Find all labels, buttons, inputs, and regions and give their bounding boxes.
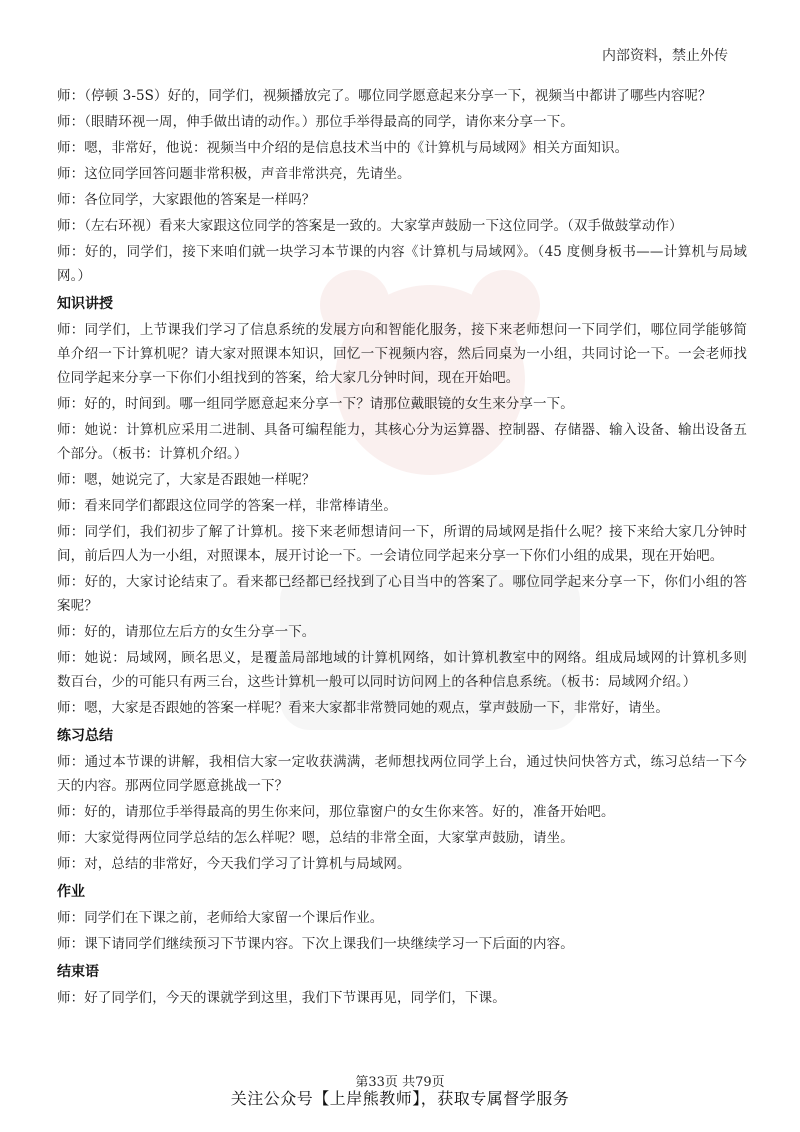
section-heading-knowledge: 知识讲授 [57,296,113,312]
dialogue-line: 师：好的，请那位手举得最高的男生你来问，那位靠窗户的女生你来答。好的，准备开始吧。 [57,804,615,820]
dialogue-line: 师：好了同学们，今天的课就学到这里，我们下节课再见，同学们，下课。 [57,990,506,1006]
section-heading-practice: 练习总结 [57,728,113,744]
dialogue-line: 师：好的，同学们，接下来咱们就一块学习本节课的内容《计算机与局域网》。（45 度侧身板书——计算机与局域网。） [57,244,747,284]
dialogue-line: 师：嗯，她说完了，大家是否跟她一样呢？ [57,472,316,488]
dialogue-line: 师：这位同学回答问题非常积极，声音非常洪亮，先请坐。 [57,166,411,182]
confidential-note: 内部资料，禁止外传 [602,48,728,64]
lesson-script [57,84,747,1012]
dialogue-line: 师：看来同学们都跟这位同学的答案一样，非常棒请坐。 [57,498,397,514]
section-heading-closing: 结束语 [57,964,99,980]
dialogue-line: 师：同学们，上节课我们学习了信息系统的发展方向和智能化服务，接下来老师想问一下同学们，哪位同学能够简单介绍一下计算机呢？请大家对照课本知识，回忆一下视频内容，然后同桌为一小组，共同讨论一下。一会老师找位同学起来分享一下你们小组找到的答案，给大家几分钟时间，现在开始吧。 [57,322,747,386]
dialogue-line: 师：嗯，大家是否跟她的答案一样呢？看来大家都非常赞同她的观点，掌声鼓励一下，非常好，请坐。 [57,700,669,716]
dialogue-line: 师：通过本节课的讲解，我相信大家一定收获满满，老师想找两位同学上台，通过快问快答方式，练习总结一下今天的内容。那两位同学愿意挑战一下？ [57,754,747,794]
dialogue-line: 师：她说：局域网，顾名思义，是覆盖局部地域的计算机网络，如计算机教室中的网络。组成局域网的计算机多则数百台，少的可能只有两三台，这些计算机一般可以同时访问网上的各种信息系统。（板书：局域网介绍。） [57,650,747,690]
dialogue-line: 师：大家觉得两位同学总结的怎么样呢？嗯，总结的非常全面，大家掌声鼓励，请坐。 [57,830,574,846]
dialogue-line: 师：各位同学，大家跟他的答案是一样吗？ [57,192,316,208]
footer-promo: 关注公众号【上岸熊教师】，获取专属督学服务 [230,1089,570,1108]
dialogue-line: 师：课下请同学们继续预习下节课内容。下次上课我们一块继续学习一下后面的内容。 [57,936,574,952]
dialogue-line: 师：她说：计算机应采用二进制、具备可编程能力，其核心分为运算器、控制器、存储器、输入设备、输出设备五个部分。（板书：计算机介绍。） [57,422,747,462]
dialogue-line: 师：（左右环视）看来大家跟这位同学的答案是一致的。大家掌声鼓励一下这位同学。（双手做鼓掌动作） [57,218,683,234]
dialogue-line: 师：嗯，非常好，他说：视频当中介绍的是信息技术当中的《计算机与局域网》相关方面知识。 [57,140,629,156]
dialogue-line: 师：好的，时间到。哪一组同学愿意起来分享一下？请那位戴眼镜的女生来分享一下。 [57,396,574,412]
section-heading-homework: 作业 [57,884,85,900]
dialogue-line: 师：同学们，我们初步了解了计算机。接下来老师想请问一下，所谓的局域网是指什么呢？接下来给大家几分钟时间，前后四人为一小组，对照课本，展开讨论一下。一会请位同学起来分享一下你们小组的成果，现在开始吧。 [57,524,747,564]
dialogue-line: 师：（眼睛环视一周，伸手做出请的动作。）那位手举得最高的同学，请你来分享一下。 [57,114,574,130]
dialogue-line: 师：（停顿 3-5S）好的，同学们，视频播放完了。哪位同学愿意起来分享一下，视频当中都讲了哪些内容呢？ [57,88,712,104]
dialogue-line: 师：对，总结的非常好，今天我们学习了计算机与局域网。 [57,856,411,872]
page-number: 第33页 共79页 [355,1075,445,1090]
dialogue-line: 师：好的，大家讨论结束了。看来都已经都已经找到了心目当中的答案了。哪位同学起来分享一下，你们小组的答案呢？ [57,574,747,614]
dialogue-line: 师：好的，请那位左后方的女生分享一下。 [57,624,316,640]
dialogue-line: 师：同学们在下课之前，老师给大家留一个课后作业。 [57,910,384,926]
